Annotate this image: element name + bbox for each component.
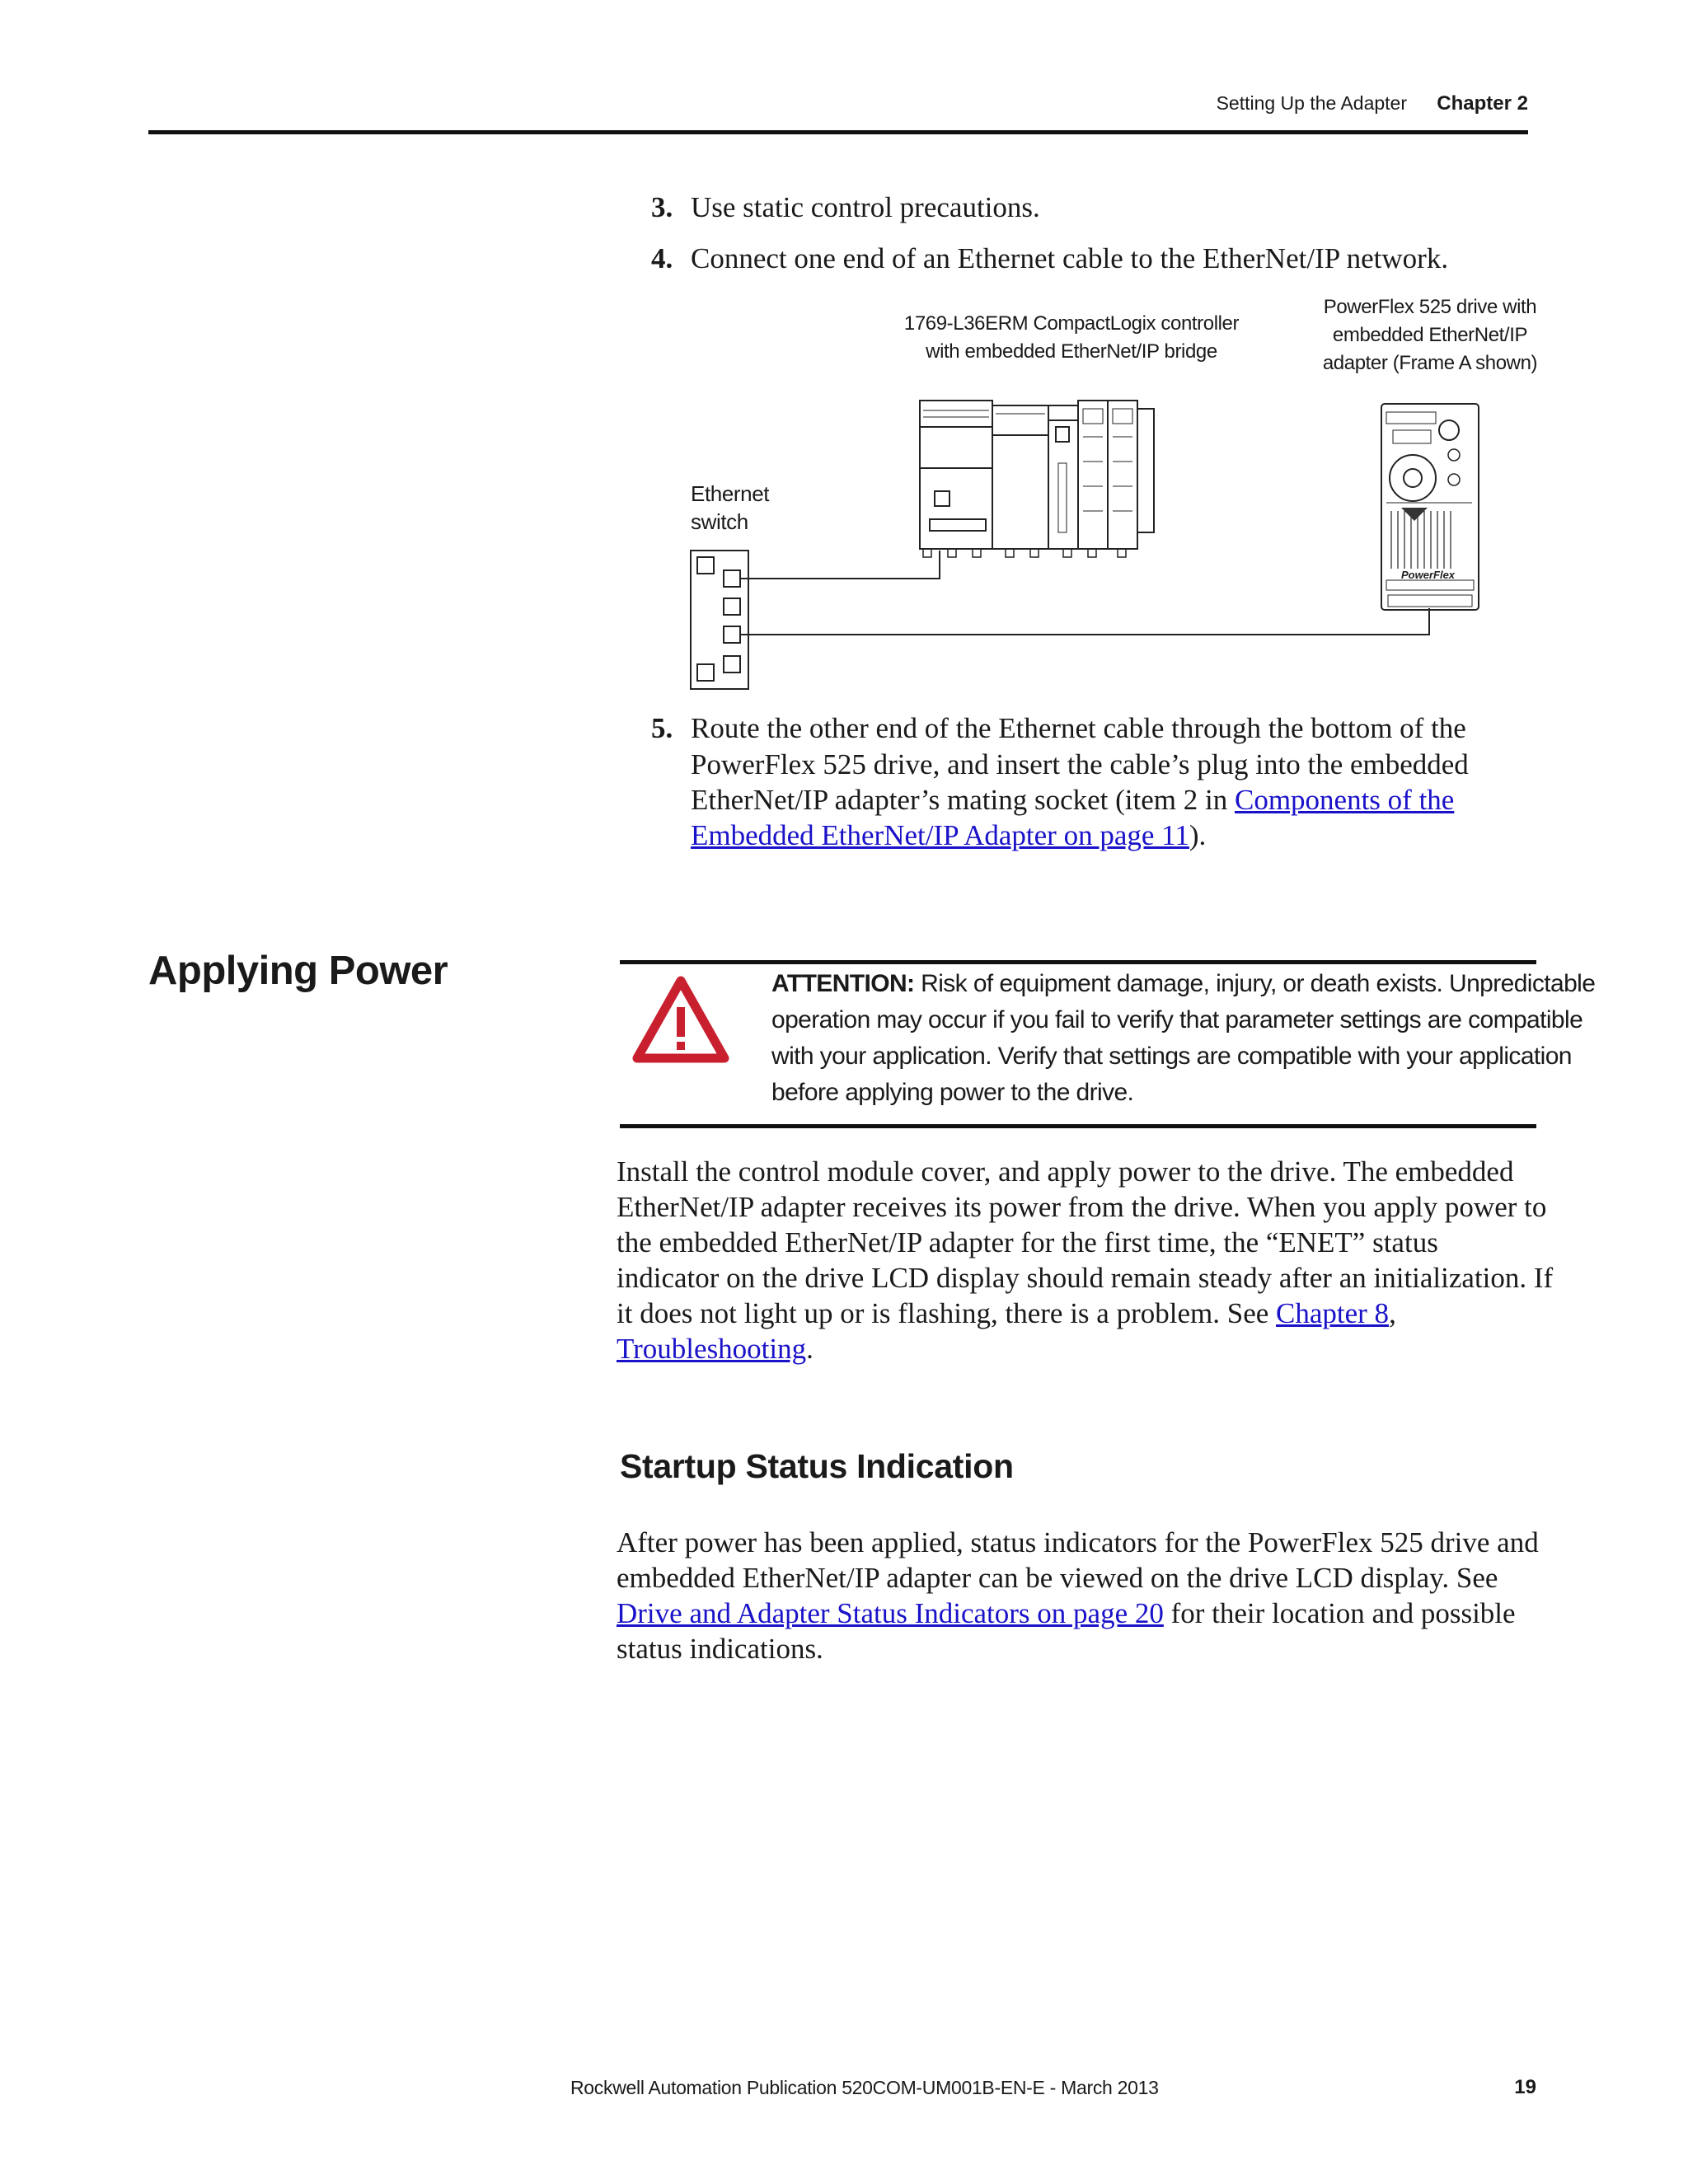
- header-chapter-label: Chapter 2: [1437, 92, 1528, 115]
- ethernet-switch-icon: [691, 551, 748, 689]
- startup-line4: status indications.: [617, 1633, 823, 1665]
- cable-to-drive: [740, 608, 1429, 635]
- step-5-line3: [691, 782, 1454, 818]
- attention-line1: [771, 966, 1595, 1002]
- switch-label-line1: Ethernet: [691, 481, 770, 506]
- step-5-line4-text: ).: [1189, 819, 1207, 851]
- step-3: [651, 190, 1040, 226]
- applying-para-line4: indicator on the drive LCD display should remain steady after an initialization. If: [617, 1262, 1554, 1294]
- step-5-line4: [691, 818, 1206, 853]
- applying-para-line3: the embedded EtherNet/IP adapter for the first time, the “ENET” status: [617, 1226, 1438, 1258]
- controller-label-line2: with embedded EtherNet/IP bridge: [926, 340, 1217, 363]
- step-4: [651, 241, 1448, 277]
- controller-label: [890, 310, 1253, 366]
- step-4-number: 4.: [651, 242, 673, 274]
- components-link-part1[interactable]: Components of the: [1234, 784, 1455, 816]
- attention-line1-text: Risk of equipment damage, injury, or death exists. Unpredictable: [914, 970, 1596, 997]
- warning-triangle-icon: [631, 974, 731, 1065]
- applying-para-line6: [617, 1331, 1553, 1366]
- troubleshooting-link[interactable]: Troubleshooting: [617, 1333, 807, 1365]
- attention-line4: before applying power to the drive.: [771, 1079, 1134, 1106]
- step-5-line2: PowerFlex 525 drive, and insert the cable’s plug into the embedded: [691, 748, 1469, 780]
- attention-line3: with your application. Verify that settings are compatible with your application: [771, 1043, 1572, 1070]
- header-section-title: Setting Up the Adapter: [1216, 92, 1407, 114]
- startup-line1: After power has been applied, status indicators for the PowerFlex 525 drive and: [617, 1526, 1539, 1558]
- attention-text: [771, 966, 1595, 1111]
- controller-label-line1: 1769-L36ERM CompactLogix controller: [903, 312, 1240, 335]
- drive-label-line3: adapter (Frame A shown): [1322, 352, 1538, 374]
- startup-line3: [617, 1596, 1539, 1631]
- startup-line3-text: for their location and possible: [1163, 1597, 1516, 1629]
- header-rule: [148, 130, 1528, 134]
- attention-label: ATTENTION:: [771, 970, 915, 997]
- startup-paragraph: [617, 1525, 1539, 1666]
- step-5-line1: Route the other end of the Ethernet cable through the bottom of the: [691, 712, 1466, 744]
- startup-status-heading: Startup Status Indication: [620, 1447, 1014, 1485]
- applying-para-line1: Install the control module cover, and apply power to the drive. The embedded: [617, 1155, 1514, 1188]
- drive-label-line2: embedded EtherNet/IP: [1332, 324, 1528, 346]
- applying-para-line5: [617, 1296, 1553, 1331]
- step-3-text: Use static control precautions.: [691, 191, 1040, 223]
- applying-power-paragraph: [617, 1154, 1553, 1366]
- applying-para-line6-period: .: [806, 1333, 814, 1365]
- status-indicators-link[interactable]: Drive and Adapter Status Indicators on page 20: [617, 1597, 1164, 1629]
- chapter-8-link[interactable]: Chapter 8: [1276, 1297, 1390, 1329]
- drive-label: [1311, 293, 1550, 377]
- applying-power-heading: Applying Power: [148, 949, 448, 993]
- step-5-number: 5.: [651, 712, 673, 744]
- step-3-number: 3.: [651, 191, 673, 223]
- applying-para-line5-comma: ,: [1389, 1297, 1396, 1329]
- attention-line2: operation may occur if you fail to verify that parameter settings are compatible: [771, 1006, 1583, 1033]
- footer-publication: Rockwell Automation Publication 520COM-UM001B-EN-E - March 2013: [570, 2077, 1159, 2098]
- applying-para-line2: EtherNet/IP adapter receives its power from the drive. When you apply power to: [617, 1191, 1547, 1223]
- page-header: [148, 92, 1528, 125]
- step-5: [651, 710, 1466, 747]
- cable-to-controller: [740, 551, 940, 579]
- switch-label-line2: switch: [691, 509, 748, 534]
- attention-bottom-rule: [620, 1124, 1536, 1128]
- step-5-line3-text: EtherNet/IP adapter’s mating socket (item 2 in: [691, 784, 1235, 816]
- network-diagram: [676, 387, 1500, 701]
- footer-page-number: 19: [1514, 2076, 1536, 2098]
- attention-top-rule: [620, 960, 1536, 964]
- step-4-text: Connect one end of an Ethernet cable to the EtherNet/IP network.: [691, 242, 1449, 274]
- svg-text:PowerFlex: PowerFlex: [1401, 569, 1456, 581]
- applying-para-line5-text: it does not light up or is flashing, there is a problem. See: [617, 1297, 1277, 1329]
- startup-line2: embedded EtherNet/IP adapter can be viewed on the drive LCD display. See: [617, 1562, 1498, 1594]
- drive-label-line1: PowerFlex 525 drive with: [1323, 296, 1537, 318]
- compactlogix-controller-icon: [920, 401, 1154, 557]
- components-link-part2[interactable]: Embedded EtherNet/IP Adapter on page 11: [691, 819, 1189, 851]
